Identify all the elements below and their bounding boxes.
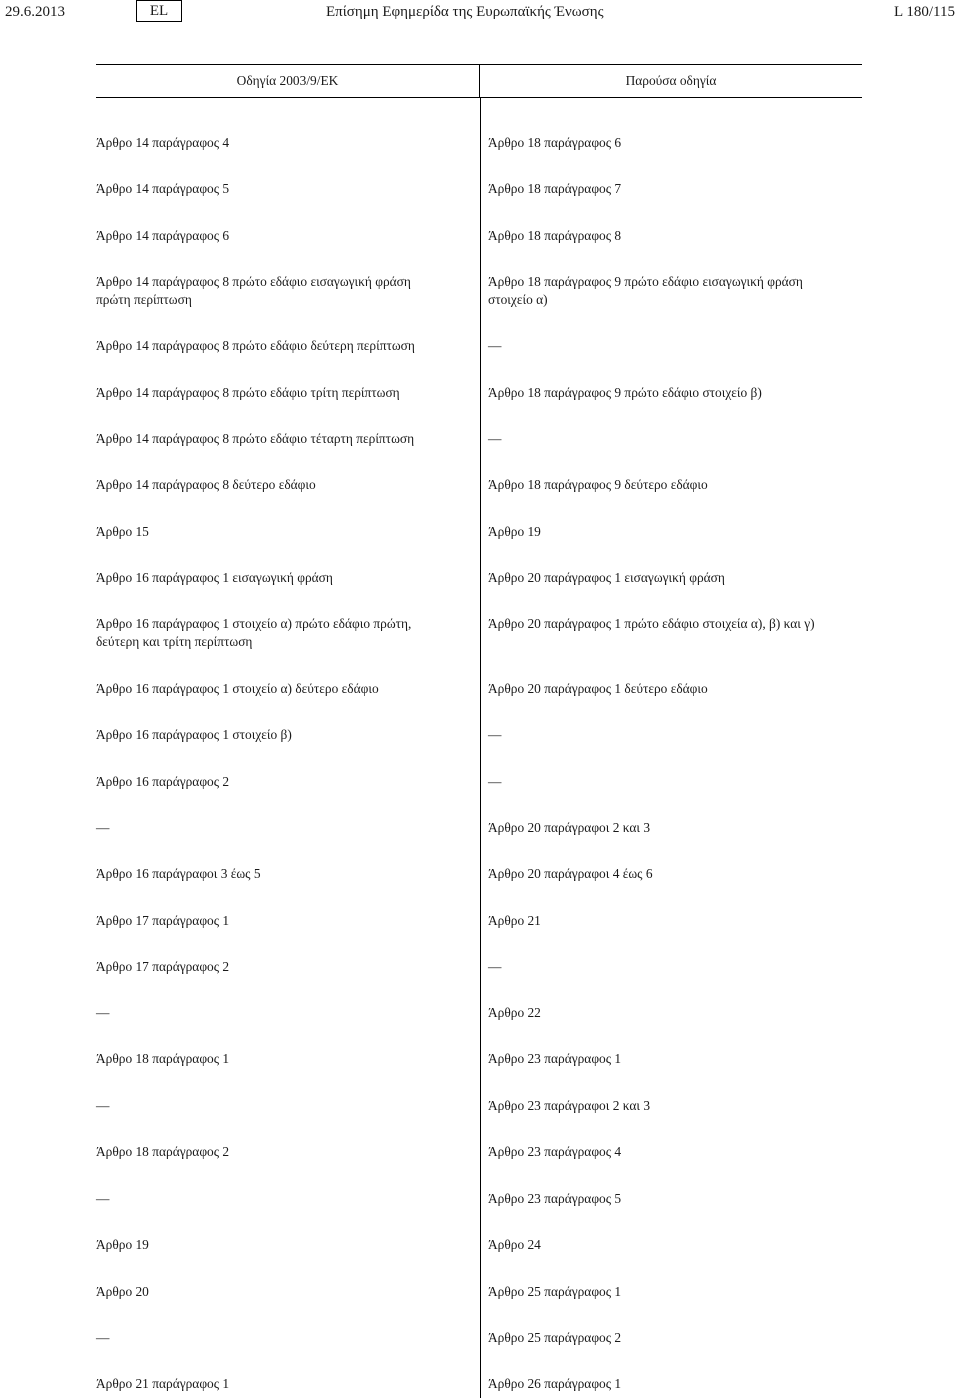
old-directive-reference: Άρθρο 14 παράγραφος 4 <box>96 135 230 150</box>
table-row <box>96 430 862 448</box>
new-directive-reference: — <box>488 431 502 446</box>
new-directive-reference: Άρθρο 22 <box>488 1005 541 1020</box>
table-row <box>96 726 862 744</box>
old-directive-reference: Άρθρο 16 παράγραφος 1 στοιχείο α) δεύτερο εδάφιο <box>96 681 379 696</box>
old-directive-reference: — <box>96 1098 110 1113</box>
table-row <box>96 569 862 587</box>
old-directive-reference: Άρθρο 17 παράγραφος 2 <box>96 959 230 974</box>
new-directive-reference: Άρθρο 18 παράγραφος 9 δεύτερο εδάφιο <box>488 477 708 492</box>
old-directive-reference: Άρθρο 16 παράγραφος 1 στοιχείο β) <box>96 727 292 742</box>
column-header-new-directive: Παρούσα οδηγία <box>625 73 717 88</box>
table-row <box>96 180 862 198</box>
old-directive-reference: Άρθρο 19 <box>96 1237 149 1252</box>
table-row <box>96 384 862 402</box>
old-directive-reference: Άρθρο 16 παράγραφος 1 εισαγωγική φράση <box>96 570 333 585</box>
table-row <box>96 1143 862 1161</box>
table-row <box>96 680 862 698</box>
old-directive-reference: Άρθρο 16 παράγραφος 1 στοιχείο α) πρώτο εδάφιο πρώτη, δεύτερη και τρίτη περίπτωση <box>96 616 412 649</box>
table-row <box>96 615 862 650</box>
old-directive-reference: Άρθρο 18 παράγραφος 1 <box>96 1051 230 1066</box>
new-directive-reference: — <box>488 727 502 742</box>
old-directive-reference: Άρθρο 16 παράγραφος 2 <box>96 774 230 789</box>
old-directive-reference: — <box>96 1191 110 1206</box>
table-row <box>96 523 862 541</box>
new-directive-reference: Άρθρο 18 παράγραφος 6 <box>488 135 622 150</box>
language-code-box: EL <box>136 0 182 22</box>
old-directive-reference: Άρθρο 14 παράγραφος 5 <box>96 181 230 196</box>
new-directive-reference: Άρθρο 20 παράγραφος 1 δεύτερο εδάφιο <box>488 681 708 696</box>
new-directive-reference: Άρθρο 18 παράγραφος 8 <box>488 228 622 243</box>
old-directive-reference: Άρθρο 14 παράγραφος 8 πρώτο εδάφιο τέταρτη περίπτωση <box>96 431 415 446</box>
old-directive-reference: Άρθρο 14 παράγραφος 6 <box>96 228 230 243</box>
column-header-old-directive: Οδηγία 2003/9/ΕΚ <box>96 65 480 97</box>
new-directive-reference: — <box>488 959 502 974</box>
table-row <box>96 273 862 308</box>
old-directive-reference: Άρθρο 17 παράγραφος 1 <box>96 913 230 928</box>
old-directive-reference: — <box>96 820 110 835</box>
old-directive-reference: Άρθρο 21 παράγραφος 1 <box>96 1376 230 1391</box>
new-directive-reference: Άρθρο 18 παράγραφος 7 <box>488 181 622 196</box>
new-directive-reference: Άρθρο 26 παράγραφος 1 <box>488 1376 622 1391</box>
new-directive-reference: Άρθρο 20 παράγραφοι 2 και 3 <box>488 820 651 835</box>
table-row <box>96 1190 862 1208</box>
journal-title: Επίσημη Εφημερίδα της Ευρωπαϊκής Ένωσης <box>326 4 604 20</box>
new-directive-reference: Άρθρο 21 <box>488 913 541 928</box>
new-directive-reference: Άρθρο 23 παράγραφος 4 <box>488 1144 622 1159</box>
table-row <box>96 227 862 245</box>
table-row <box>96 1236 862 1254</box>
old-directive-reference: Άρθρο 18 παράγραφος 2 <box>96 1144 230 1159</box>
table-row <box>96 912 862 930</box>
page-number: L 180/115 <box>894 4 955 20</box>
new-directive-reference: Άρθρο 23 παράγραφος 5 <box>488 1191 622 1206</box>
new-directive-reference: Άρθρο 20 παράγραφοι 4 έως 6 <box>488 866 653 881</box>
publication-date: 29.6.2013 <box>5 4 65 20</box>
table-row <box>96 773 862 791</box>
old-directive-reference: Άρθρο 14 παράγραφος 8 πρώτο εδάφιο δεύτερη περίπτωση <box>96 338 415 353</box>
new-directive-reference: Άρθρο 25 παράγραφος 1 <box>488 1284 622 1299</box>
table-row <box>96 1050 862 1068</box>
correlation-table <box>96 64 862 1391</box>
table-row <box>96 958 862 976</box>
old-directive-reference: Άρθρο 20 <box>96 1284 149 1299</box>
table-row <box>96 1283 862 1301</box>
new-directive-reference: Άρθρο 25 παράγραφος 2 <box>488 1330 622 1345</box>
old-directive-reference: — <box>96 1005 110 1020</box>
table-header <box>96 64 862 98</box>
new-directive-reference: — <box>488 338 502 353</box>
new-directive-reference: Άρθρο 18 παράγραφος 9 πρώτο εδάφιο εισαγωγική φράση στοιχείο α) <box>488 274 803 307</box>
table-row <box>96 819 862 837</box>
old-directive-reference: Άρθρο 14 παράγραφος 8 πρώτο εδάφιο τρίτη περίπτωση <box>96 385 400 400</box>
table-row <box>96 865 862 883</box>
table-row <box>96 476 862 494</box>
old-directive-reference: Άρθρο 16 παράγραφοι 3 έως 5 <box>96 866 261 881</box>
new-directive-reference: Άρθρο 23 παράγραφοι 2 και 3 <box>488 1098 651 1113</box>
new-directive-reference: — <box>488 774 502 789</box>
table-row <box>96 1329 862 1347</box>
new-directive-reference: Άρθρο 19 <box>488 524 541 539</box>
new-directive-reference: Άρθρο 18 παράγραφος 9 πρώτο εδάφιο στοιχείο β) <box>488 385 762 400</box>
old-directive-reference: Άρθρο 15 <box>96 524 149 539</box>
table-row <box>96 1004 862 1022</box>
new-directive-reference: Άρθρο 23 παράγραφος 1 <box>488 1051 622 1066</box>
table-row <box>96 1375 862 1393</box>
old-directive-reference: — <box>96 1330 110 1345</box>
new-directive-reference: Άρθρο 20 παράγραφος 1 εισαγωγική φράση <box>488 570 725 585</box>
page-header <box>0 0 960 30</box>
table-row <box>96 1097 862 1115</box>
old-directive-reference: Άρθρο 14 παράγραφος 8 πρώτο εδάφιο εισαγωγική φράση πρώτη περίπτωση <box>96 274 411 307</box>
table-row <box>96 337 862 355</box>
new-directive-reference: Άρθρο 20 παράγραφος 1 πρώτο εδάφιο στοιχεία α), β) και γ) <box>488 616 815 631</box>
table-row <box>96 134 862 152</box>
old-directive-reference: Άρθρο 14 παράγραφος 8 δεύτερο εδάφιο <box>96 477 316 492</box>
new-directive-reference: Άρθρο 24 <box>488 1237 541 1252</box>
